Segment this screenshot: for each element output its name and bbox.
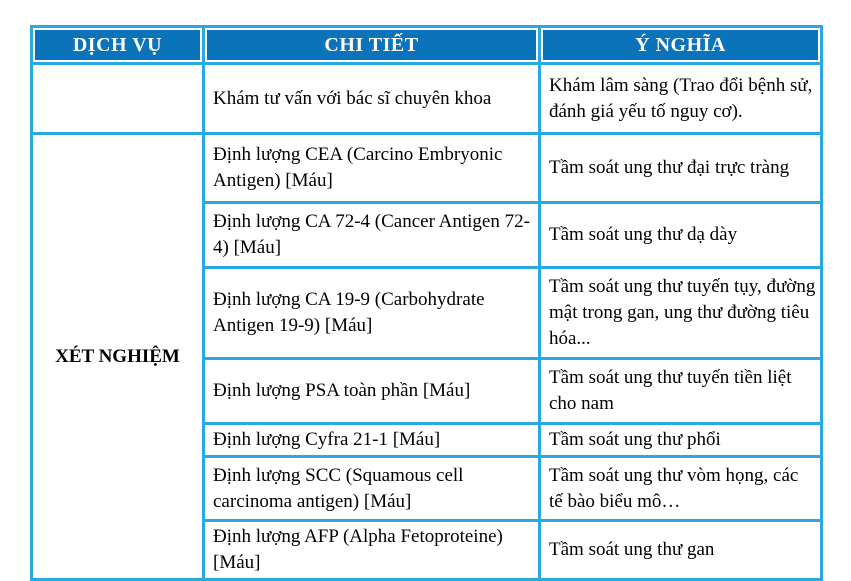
meaning-cell: Tầm soát ung thư tuyến tiền liệt cho nam xyxy=(540,359,822,424)
meaning-cell: Khám lâm sàng (Trao đổi bệnh sử, đánh giá yếu tố nguy cơ). xyxy=(540,64,822,134)
column-header-service: DỊCH VỤ xyxy=(32,27,204,64)
detail-cell: Định lượng SCC (Squamous cell carcinoma antigen) [Máu] xyxy=(204,457,540,521)
detail-cell: Định lượng CEA (Carcino Embryonic Antigen) [Máu] xyxy=(204,134,540,203)
meaning-cell: Tầm soát ung thư tuyến tụy, đường mật trong gan, ung thư đường tiêu hóa... xyxy=(540,268,822,359)
meaning-cell: Tầm soát ung thư gan xyxy=(540,521,822,580)
service-group-cell: XÉT NGHIỆM xyxy=(32,134,204,580)
detail-cell: Định lượng Cyfra 21-1 [Máu] xyxy=(204,424,540,457)
meaning-cell: Tầm soát ung thư dạ dày xyxy=(540,203,822,268)
detail-cell: Định lượng CA 19-9 (Carbohydrate Antigen 19-9) [Máu] xyxy=(204,268,540,359)
column-header-detail: CHI TIẾT xyxy=(204,27,540,64)
table-header-row xyxy=(32,27,822,64)
table-row xyxy=(32,64,822,134)
detail-cell: Định lượng PSA toàn phần [Máu] xyxy=(204,359,540,424)
detail-cell: Định lượng CA 72-4 (Cancer Antigen 72-4) [Máu] xyxy=(204,203,540,268)
table-row xyxy=(32,134,822,203)
meaning-cell: Tầm soát ung thư đại trực tràng xyxy=(540,134,822,203)
meaning-cell: Tầm soát ung thư vòm họng, các tế bào biểu mô… xyxy=(540,457,822,521)
service-cell-empty xyxy=(32,64,204,134)
column-header-meaning: Ý NGHĨA xyxy=(540,27,822,64)
services-table xyxy=(30,25,823,581)
meaning-cell: Tầm soát ung thư phổi xyxy=(540,424,822,457)
detail-cell: Định lượng AFP (Alpha Fetoproteine) [Máu] xyxy=(204,521,540,580)
detail-cell: Khám tư vấn với bác sĩ chuyên khoa xyxy=(204,64,540,134)
